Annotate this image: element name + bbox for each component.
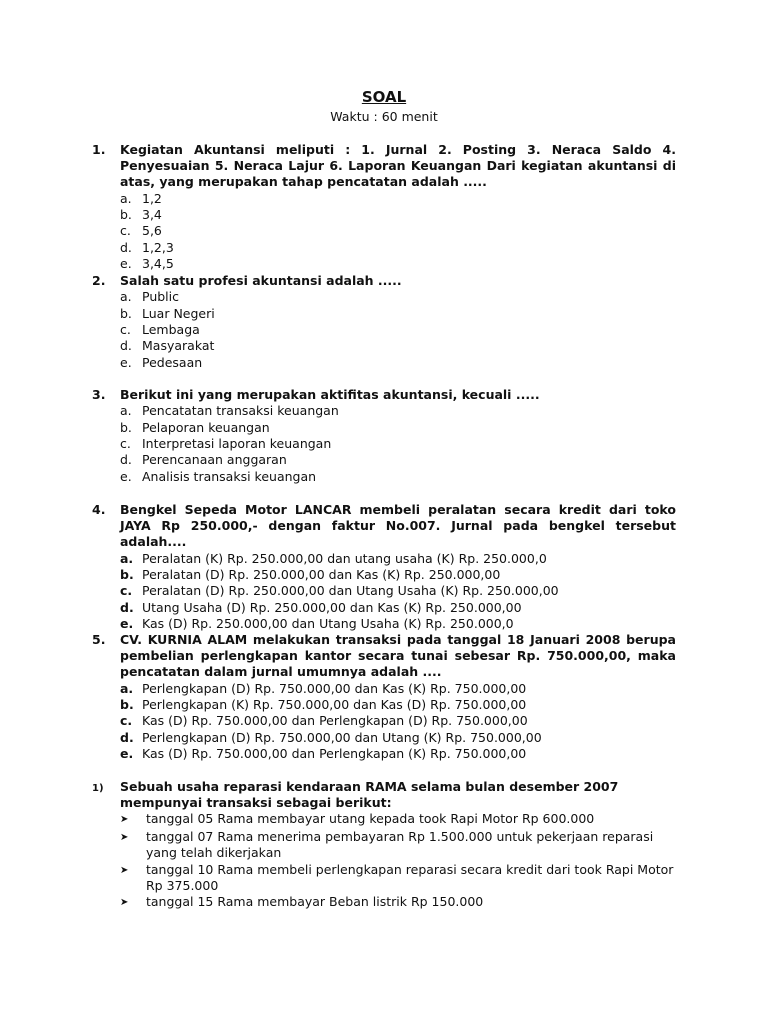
option-a [120,289,676,305]
option-letter: b. [120,305,132,321]
option-e [120,746,676,762]
option-letter: b. [120,419,132,435]
option-letter: d. [120,239,132,255]
option-letter: b. [120,697,134,713]
arrowhead-bullet-icon: ➤ [120,831,129,843]
option-text: Peralatan (D) Rp. 250.000,00 dan Kas (K) Rp. 250.000,00 [142,567,501,583]
option-letter: c. [120,713,133,729]
option-b [120,697,676,713]
option-letter: a. [120,289,132,305]
option-letter: b. [120,567,134,583]
option-letter: e. [120,354,132,370]
option-text: Peralatan (K) Rp. 250.000,00 dan utang usaha (K) Rp. 250.000,0 [142,550,547,566]
option-text: Perlengkapan (D) Rp. 750.000,00 dan Kas (K) Rp. 750.000,00 [142,680,527,696]
question-number: 5. [92,632,106,647]
question-number: 4. [92,502,106,517]
option-text: Kas (D) Rp. 750.000,00 dan Perlengkapan (D) Rp. 750.000,00 [142,713,528,729]
option-letter: e. [120,746,134,762]
option-text: Perlengkapan (K) Rp. 750.000,00 dan Kas (D) Rp. 750.000,00 [142,697,527,713]
transaction-text: tanggal 05 Rama membayar utang kepada took Rapi Motor Rp 600.000 [146,811,595,827]
option-letter: c. [120,223,131,239]
option-text: 1,2,3 [142,239,174,255]
transaction-text: tanggal 15 Rama membayar Beban listrik Rp 150.000 [146,894,484,910]
transaction-item [120,829,676,862]
transaction-list [120,811,676,911]
option-text: Public [142,289,179,305]
option-text: 3,4,5 [142,256,174,272]
option-letter: e. [120,468,132,484]
option-text: Peralatan (D) Rp. 250.000,00 dan Utang Usaha (K) Rp. 250.000,00 [142,583,559,599]
option-text: Luar Negeri [142,305,215,321]
essay-question-1 [92,779,676,912]
option-e [120,616,676,632]
arrowhead-bullet-icon: ➤ [120,814,129,826]
option-text: Interpretasi laporan keuangan [142,436,332,452]
option-text: Utang Usaha (D) Rp. 250.000,00 dan Kas (K) Rp. 250.000,00 [142,599,522,615]
option-a [120,191,676,207]
option-letter: a. [120,190,132,206]
option-text: 5,6 [142,223,162,239]
question-5 [92,632,676,763]
page-title: SOAL [361,88,407,106]
option-list [120,191,676,273]
option-letter: e. [120,616,134,632]
transaction-item [120,811,676,828]
option-a [120,551,676,567]
option-b [120,306,676,322]
option-c [120,583,676,599]
transaction-item [120,862,676,895]
option-a [120,403,676,419]
option-d [120,730,676,746]
option-letter: d. [120,729,134,745]
option-list [120,289,676,371]
option-text: 1,2 [142,190,162,206]
option-text: Analisis transaksi keuangan [142,468,317,484]
transaction-item [120,894,676,911]
option-text: Perlengkapan (D) Rp. 750.000,00 dan Utang (K) Rp. 750.000,00 [142,729,542,745]
option-text: Pedesaan [142,354,203,370]
option-d [120,600,676,616]
option-c [120,436,676,452]
option-text: Masyarakat [142,338,215,354]
question-number: 3. [92,387,106,402]
option-letter: c. [120,322,131,338]
time-limit: Waktu : 60 menit [330,109,438,124]
question-4 [92,502,676,633]
question-number: 1. [92,142,106,157]
option-d [120,240,676,256]
question-text: Salah satu profesi akuntansi adalah ..... [120,273,402,288]
question-number: 1) [92,783,104,794]
option-d [120,338,676,354]
question-text: Berikut ini yang merupakan aktifitas akuntansi, kecuali ..... [120,387,540,402]
option-c [120,322,676,338]
option-list [120,681,676,763]
option-e [120,256,676,272]
question-text: Bengkel Sepeda Motor LANCAR membeli peralatan secara kredit dari toko JAYA Rp 250.000,- dengan faktur No.007. Jurnal pada bengkel tersebut adalah.... [120,502,676,550]
transaction-text: tanggal 10 Rama membeli perlengkapan reparasi secara kredit dari took Rapi Motor Rp 375.000 [146,861,674,894]
option-list [120,403,676,485]
option-letter: d. [120,338,132,354]
option-e [120,355,676,371]
option-letter: e. [120,256,132,272]
transaction-text: tanggal 07 Rama menerima pembayaran Rp 1.500.000 untuk pekerjaan reparasi yang telah dikerjakan [146,828,654,861]
option-letter: d. [120,599,134,615]
option-letter: a. [120,680,134,696]
arrowhead-bullet-icon: ➤ [120,897,129,909]
option-c [120,713,676,729]
question-text: Kegiatan Akuntansi meliputi : 1. Jurnal 2. Posting 3. Neraca Saldo 4. Penyesuaian 5. Neraca Lajur 6. Laporan Keuangan Dari kegiatan akuntansi di atas, yang merupakan tahap pencatatan adalah ..... [120,142,676,190]
option-letter: d. [120,452,132,468]
question-1 [92,142,676,273]
option-letter: a. [120,550,134,566]
option-b [120,420,676,436]
option-text: Lembaga [142,322,200,338]
question-3 [92,387,676,485]
option-letter: c. [120,583,133,599]
question-text: Sebuah usaha reparasi kendaraan RAMA selama bulan desember 2007 mempunyai transaksi sebagai berikut: [120,779,619,811]
option-c [120,223,676,239]
option-b [120,207,676,223]
option-text: Pelaporan keuangan [142,419,270,435]
option-text: 3,4 [142,207,162,223]
option-e [120,469,676,485]
option-letter: c. [120,436,131,452]
option-d [120,452,676,468]
option-b [120,567,676,583]
option-text: Kas (D) Rp. 750.000,00 dan Perlengkapan (K) Rp. 750.000,00 [142,746,527,762]
option-text: Pencatatan transaksi keuangan [142,403,339,419]
option-list [120,551,676,633]
question-2 [92,273,676,371]
option-text: Perencanaan anggaran [142,452,287,468]
arrowhead-bullet-icon: ➤ [120,864,129,876]
option-a [120,681,676,697]
option-letter: a. [120,403,132,419]
question-number: 2. [92,273,106,288]
question-text: CV. KURNIA ALAM melakukan transaksi pada tanggal 18 Januari 2008 berupa pembelian perlengkapan kantor secara tunai sebesar Rp. 750.000,00, maka pencatatan dalam jurnal umumnya adalah .... [120,632,676,680]
option-text: Kas (D) Rp. 250.000,00 dan Utang Usaha (K) Rp. 250.000,0 [142,616,514,632]
option-letter: b. [120,207,132,223]
